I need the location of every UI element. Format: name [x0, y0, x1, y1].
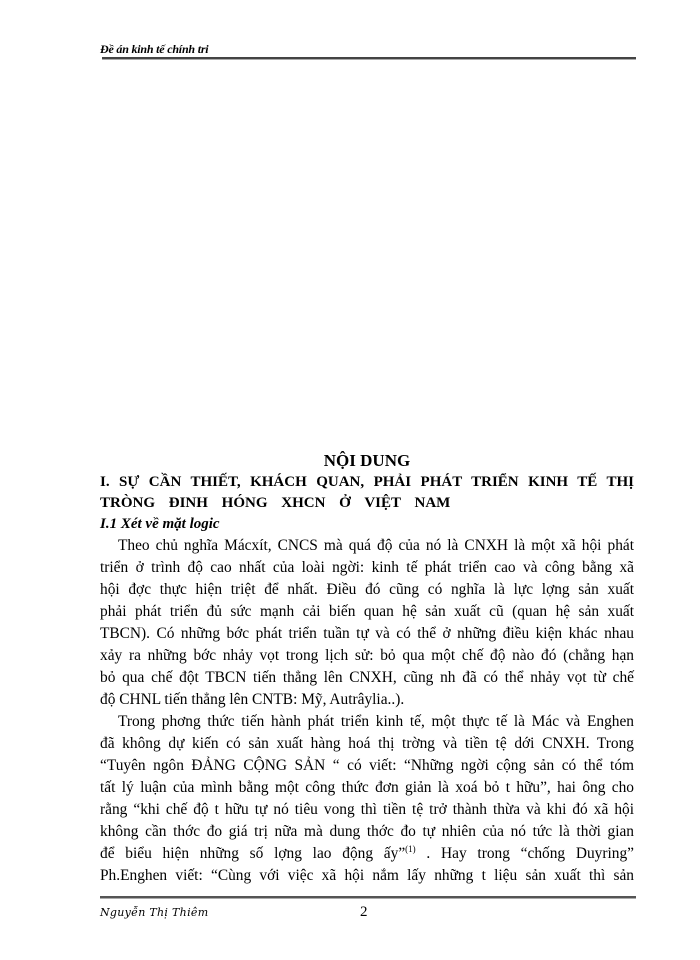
- text-line: đã không dự kiến có sản xuất hàng hoá thị trờng và tiền tệ dới CNXH. Trong: [100, 735, 634, 752]
- footer-author: Nguyễn Thị Thiêm: [100, 906, 209, 919]
- text-line: rằng “khi chế độ t hữu tự nó tiêu vong thì tiền tệ trở thành thừa và khi đó xã hội: [100, 801, 634, 818]
- text-line: hội đợc thực hiện triệt để nhất. Điều đó cũng có nghĩa là lực lợng sản xuất: [100, 581, 634, 598]
- text-line: độ CHNL tiến thẳng lên CNTB: Mỹ, Autrâylia..).: [100, 691, 405, 708]
- section-heading-line-1: I. SỰ CẦN THIẾT, KHÁCH QUAN, PHẢI PHÁT TRIỂN KINH TẾ THỊ: [100, 474, 634, 490]
- text-segment: . Hay trong “chống Duyring”: [415, 845, 634, 862]
- text-line: bỏ qua chế đột TBCN tiến thẳng lên CNXH, cũng nh đã có thể nhảy vọt từ chế: [100, 669, 634, 686]
- page-content: [100, 450, 634, 887]
- text-line: “Tuyên ngôn ĐẢNG CỘNG SẢN “ có viết: “Những ngời cộng sản có thể tóm: [100, 757, 634, 774]
- body-text: [100, 535, 634, 887]
- section-heading: [100, 472, 634, 514]
- section-heading-line-2: TRÒNG ĐINH HÓNG XHCN Ở VIỆT NAM: [100, 495, 451, 511]
- chapter-title: NỘI DUNG: [323, 451, 411, 470]
- paragraph-1: [100, 535, 634, 711]
- text-line: xảy ra những bớc nhảy vọt trong lịch sử: bỏ qua một chế độ nào đó (chẳng hạn: [100, 647, 634, 664]
- text-line: Trong phơng thức tiến hành phát triển kinh tế, một thực tế là Mác và Enghen: [118, 713, 634, 730]
- page-number: 2: [360, 904, 368, 920]
- text-line: không cần thớc đo giá trị nữa mà dung thớc đo tự nhiên của nó tức là thời gian: [100, 823, 634, 840]
- text-line: TBCN). Có những bớc phát triển tuần tự và có thể ở những điều kiện khác nhau: [100, 625, 634, 642]
- text-line: triển ở trình độ cao nhất của loài ngời: kinh tế phát triển cao và công bằng xã: [100, 559, 634, 576]
- text-line: Theo chủ nghĩa Mácxít, CNCS mà quá độ của nó là CNXH là một xã hội phát: [118, 537, 634, 554]
- subsection-heading: I.1 Xét về mặt logic: [100, 516, 220, 532]
- text-line-with-footnote: [100, 843, 634, 865]
- text-line: Ph.Enghen viết: “Cùng với việc xã hội nắm lấy những t liệu sản xuất thì sản: [100, 867, 634, 884]
- footnote-reference[interactable]: (1): [405, 843, 416, 854]
- footer-divider: [100, 896, 636, 899]
- text-line: phải phát triển đủ sức mạnh cải biến quan hệ sản xuất cũ (quan hệ sản xuất: [100, 603, 634, 620]
- paragraph-2: [100, 711, 634, 887]
- text-line: tất lý luận của mình bằng một công thức đơn giản là xoá bỏ t hữu”, hai ông cho: [100, 779, 634, 796]
- running-header-title: Đề án kinh tế chính tri: [100, 42, 209, 56]
- header-divider: [102, 57, 636, 60]
- text-segment: để biểu hiện những số lợng lao động ấy”: [100, 845, 406, 862]
